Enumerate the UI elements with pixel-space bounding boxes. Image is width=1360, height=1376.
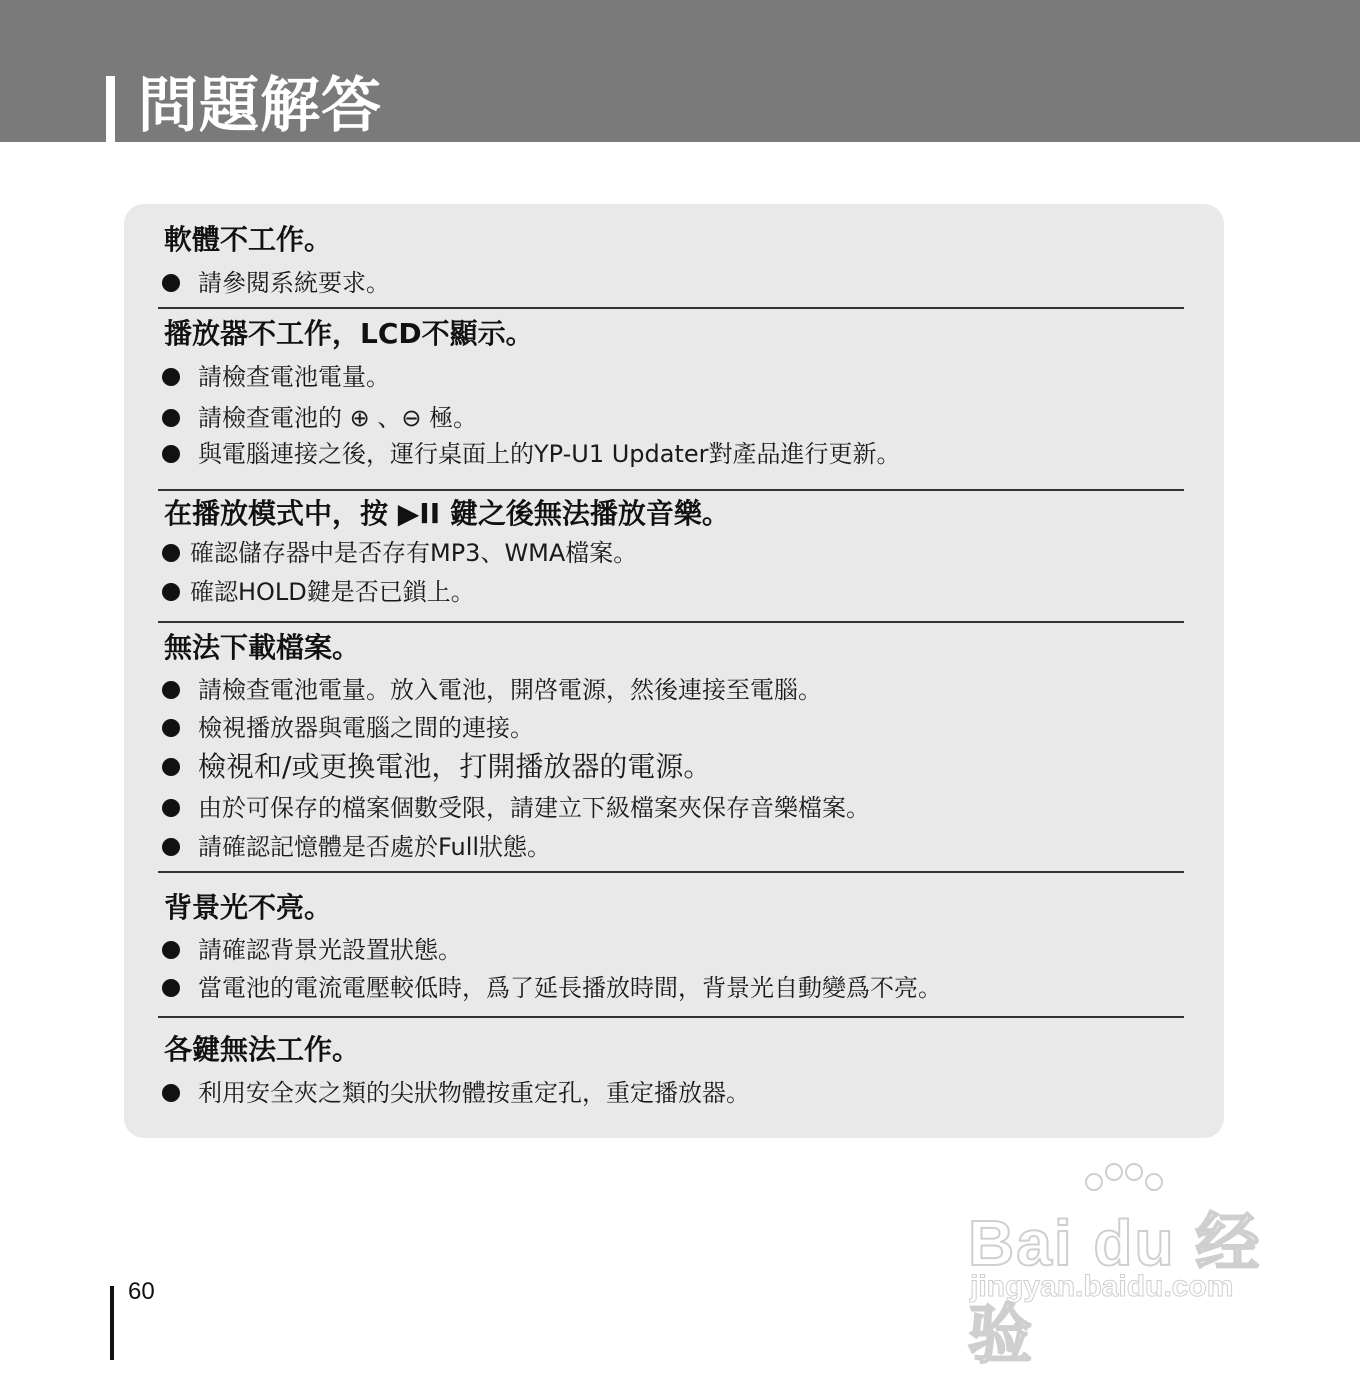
watermark-url: jingyan.baidu.com xyxy=(970,1270,1234,1303)
bullet-icon xyxy=(162,368,180,386)
section-title-player: 播放器不工作，LCD不顯示。 xyxy=(164,317,534,350)
bullet-icon xyxy=(162,409,180,427)
bullet-icon xyxy=(162,799,180,817)
bullet-icon xyxy=(162,583,180,601)
bullet-icon xyxy=(162,544,180,562)
bullet-icon xyxy=(162,681,180,699)
page-marker-bar xyxy=(110,1286,114,1360)
section-title-playback: 在播放模式中，按 ▶II 鍵之後無法播放音樂。 xyxy=(164,497,730,530)
header-accent-bar xyxy=(106,76,115,142)
bullet-icon xyxy=(162,445,180,463)
page-title: 問題解答 xyxy=(138,71,382,141)
divider xyxy=(158,1016,1184,1018)
divider xyxy=(158,489,1184,491)
bullet-icon xyxy=(162,1084,180,1102)
bullet-icon xyxy=(162,274,180,292)
bullet-icon xyxy=(162,838,180,856)
bullet-icon xyxy=(162,979,180,997)
divider xyxy=(158,871,1184,873)
section-title-software: 軟體不工作。 xyxy=(164,223,333,256)
page-number: 60 xyxy=(128,1278,155,1305)
baidu-watermark-logo xyxy=(968,1160,1288,1371)
divider xyxy=(158,621,1184,623)
bullet-icon xyxy=(162,758,180,776)
section-title-keys: 各鍵無法工作。 xyxy=(164,1033,361,1066)
watermark-brand: Bai du 经验 xyxy=(968,1207,1262,1371)
bullet-icon xyxy=(162,941,180,959)
bullet-icon xyxy=(162,719,180,737)
divider xyxy=(158,307,1184,309)
section-title-backlight: 背景光不亮。 xyxy=(164,891,333,924)
section-title-download: 無法下載檔案。 xyxy=(164,631,361,664)
